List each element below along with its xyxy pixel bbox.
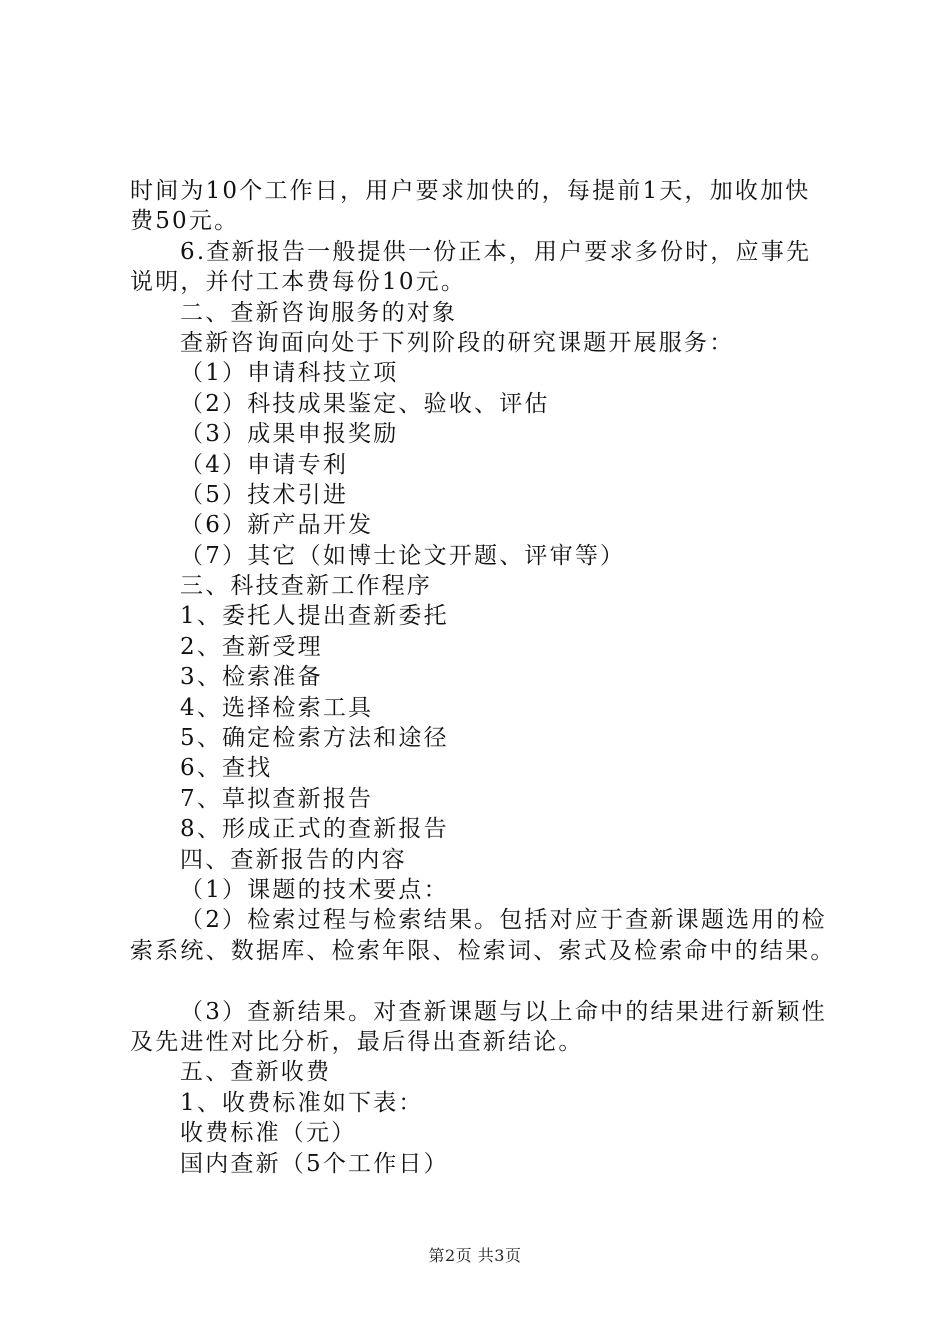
- text-line: （6）新产品开发: [180, 512, 374, 539]
- text-line: 费50元。: [130, 208, 240, 235]
- text-line: 4、选择检索工具: [180, 694, 374, 721]
- text-line: 7、草拟查新报告: [180, 785, 374, 812]
- text-line: 五、查新收费: [180, 1059, 332, 1086]
- text-line: 1、委托人提出查新委托: [180, 603, 449, 630]
- text-line: （1）课题的技术要点：: [180, 876, 449, 903]
- text-line: （2）检索过程与检索结果。包括对应于查新课题选用的检: [180, 907, 827, 934]
- text-line: （5）技术引进: [180, 481, 349, 508]
- text-line: （3）查新结果。对查新课题与以上命中的结果进行新颖性: [180, 998, 827, 1025]
- text-line: （2）科技成果鉴定、验收、评估: [180, 390, 550, 417]
- text-line: 6.查新报告一般提供一份正本，用户要求多份时，应事先: [180, 238, 812, 265]
- text-line: 6、查找: [180, 755, 273, 782]
- text-line: 5、确定检索方法和途径: [180, 725, 449, 752]
- text-line: 四、查新报告的内容: [180, 846, 407, 873]
- text-line: （4）申请专利: [180, 451, 349, 478]
- text-line: 三、科技查新工作程序: [180, 573, 432, 600]
- text-line: 索系统、数据库、检索年限、检索词、索式及检索命中的结果。: [130, 937, 836, 964]
- text-line: （1）申请科技立项: [180, 360, 399, 387]
- document-body: [130, 176, 842, 1179]
- text-line: 收费标准（元）: [180, 1120, 357, 1147]
- text-line: 8、形成正式的查新报告: [180, 816, 449, 843]
- blank-line: [130, 966, 842, 996]
- text-line: 3、检索准备: [180, 664, 323, 691]
- text-line: 2、查新受理: [180, 633, 323, 660]
- text-line: （3）成果申报奖励: [180, 421, 399, 448]
- text-line: 国内查新（5个工作日）: [180, 1150, 449, 1177]
- text-line: 时间为10个工作日，用户要求加快的，每提前1天，加收加快: [130, 178, 811, 204]
- text-line: 说明，并付工本费每份10元。: [130, 269, 467, 296]
- text-line: 查新咨询面向处于下列阶段的研究课题开展服务：: [180, 329, 735, 356]
- text-line: 二、查新咨询服务的对象: [180, 299, 458, 326]
- text-line: 1、收费标准如下表：: [180, 1089, 424, 1116]
- page-footer: 第2页 共3页: [428, 1246, 522, 1265]
- text-line: 及先进性对比分析，最后得出查新结论。: [130, 1028, 584, 1055]
- text-line: （7）其它（如博士论文开题、评审等）: [180, 542, 626, 569]
